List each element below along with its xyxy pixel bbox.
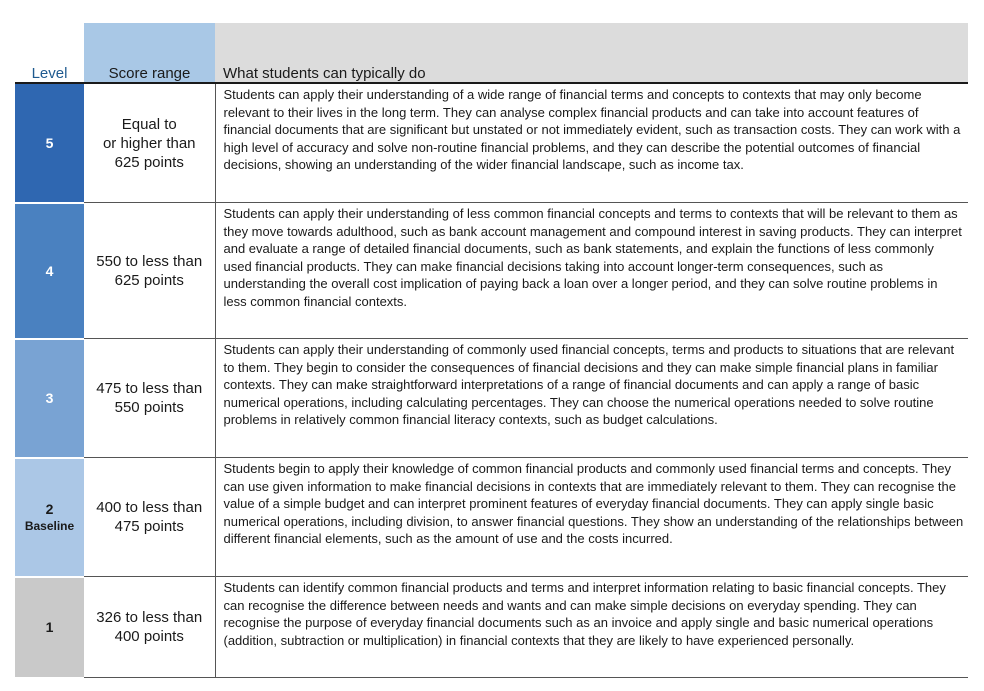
score-range-line: 326 to less than [96, 609, 203, 626]
score-range-line: 400 points [114, 628, 184, 645]
level-number: 3 [45, 390, 54, 406]
score-range-line: 475 points [114, 518, 184, 535]
score-range-cell [84, 577, 215, 678]
score-range-cell [84, 83, 215, 203]
description-cell: Students begin to apply their knowledge of common financial products and commonly used financial terms and concepts. They can use given information to make financial decisions in contexts that are immediately relevant to them. They can recognise the value of a simple budget and can interpret prominent features of everyday financial documents. They can apply single basic numerical operations, including division, to answer financial questions. They show an understanding of the relationships between different financial elements, such as the amount of use and the costs incurred. [215, 458, 968, 577]
table-header-row [15, 23, 968, 83]
score-range-line: 475 to less than [96, 380, 203, 397]
score-range-line: 625 points [114, 271, 184, 289]
level-number: 2 [45, 501, 54, 517]
score-range-line: 625 points [114, 153, 184, 171]
table-row [15, 83, 968, 203]
score-range-line: Equal to [121, 115, 177, 133]
level-number: 5 [45, 134, 54, 151]
level-number: 1 [45, 619, 54, 635]
score-range-line: 550 points [114, 399, 184, 416]
level-cell [15, 83, 84, 203]
description-cell: Students can apply their understanding of less common financial concepts and terms to contexts that will be relevant to them as they move towards adulthood, such as bank account management and compound interest in saving products. They can interpret and evaluate a range of detailed financial documents, such as bank statements, and explain the functions of less commonly used financial products. They can make financial decisions taking into account longer-term consequences, such as understanding the overall cost implication of paying back a loan over a longer period, and they can solve routine problems in less common financial contexts. [215, 203, 968, 339]
description-cell: Students can apply their understanding of a wide range of financial terms and concepts to contexts that may only become relevant to their lives in the long term. They can analyse complex financial products and can take into account features of financial documents that are significant but unstated or not immediately evident, such as transaction costs. They can work with a high level of accuracy and solve non-routine financial problems, and they can describe the potential outcomes of financial decisions, showing an understanding of the wider financial landscape, such as income tax. [215, 83, 968, 203]
score-range-line: 400 to less than [96, 499, 203, 516]
proficiency-levels-table [15, 23, 968, 679]
table-row [15, 458, 968, 577]
score-range-cell [84, 203, 215, 339]
description-cell: Students can apply their understanding of commonly used financial concepts, terms and products to situations that are relevant to them. They begin to consider the consequences of financial decisions and they can make simple financial plans in familiar contexts. They can make straightforward interpretations of a range of financial documents and can apply a range of basic numerical operations, including calculating percentages. They can choose the numerical operations needed to solve routine problems in relatively common financial literacy contexts, such as budget calculations. [215, 339, 968, 458]
level-cell [15, 339, 84, 458]
table-row [15, 203, 968, 339]
level-cell [15, 203, 84, 339]
level-number: 4 [45, 262, 54, 279]
table-row [15, 339, 968, 458]
header-level: Level [15, 23, 84, 83]
score-range-cell [84, 458, 215, 577]
description-cell: Students can identify common financial products and terms and interpret information relating to basic financial concepts. They can recognise the difference between needs and wants and can make simple decisions on everyday spending. They can recognise the purpose of everyday financial documents such as an invoice and apply single and basic numerical operations (addition, subtraction or multiplication) in financial contexts that they are likely to have experienced personally. [215, 577, 968, 678]
header-score-range: Score range [84, 23, 215, 83]
score-range-line: or higher than [102, 134, 196, 152]
score-range-line: 550 to less than [96, 252, 203, 270]
level-cell [15, 458, 84, 577]
level-baseline-label: Baseline [24, 519, 75, 533]
level-cell [15, 577, 84, 678]
table-row [15, 577, 968, 678]
score-range-cell [84, 339, 215, 458]
header-description: What students can typically do [215, 23, 968, 83]
